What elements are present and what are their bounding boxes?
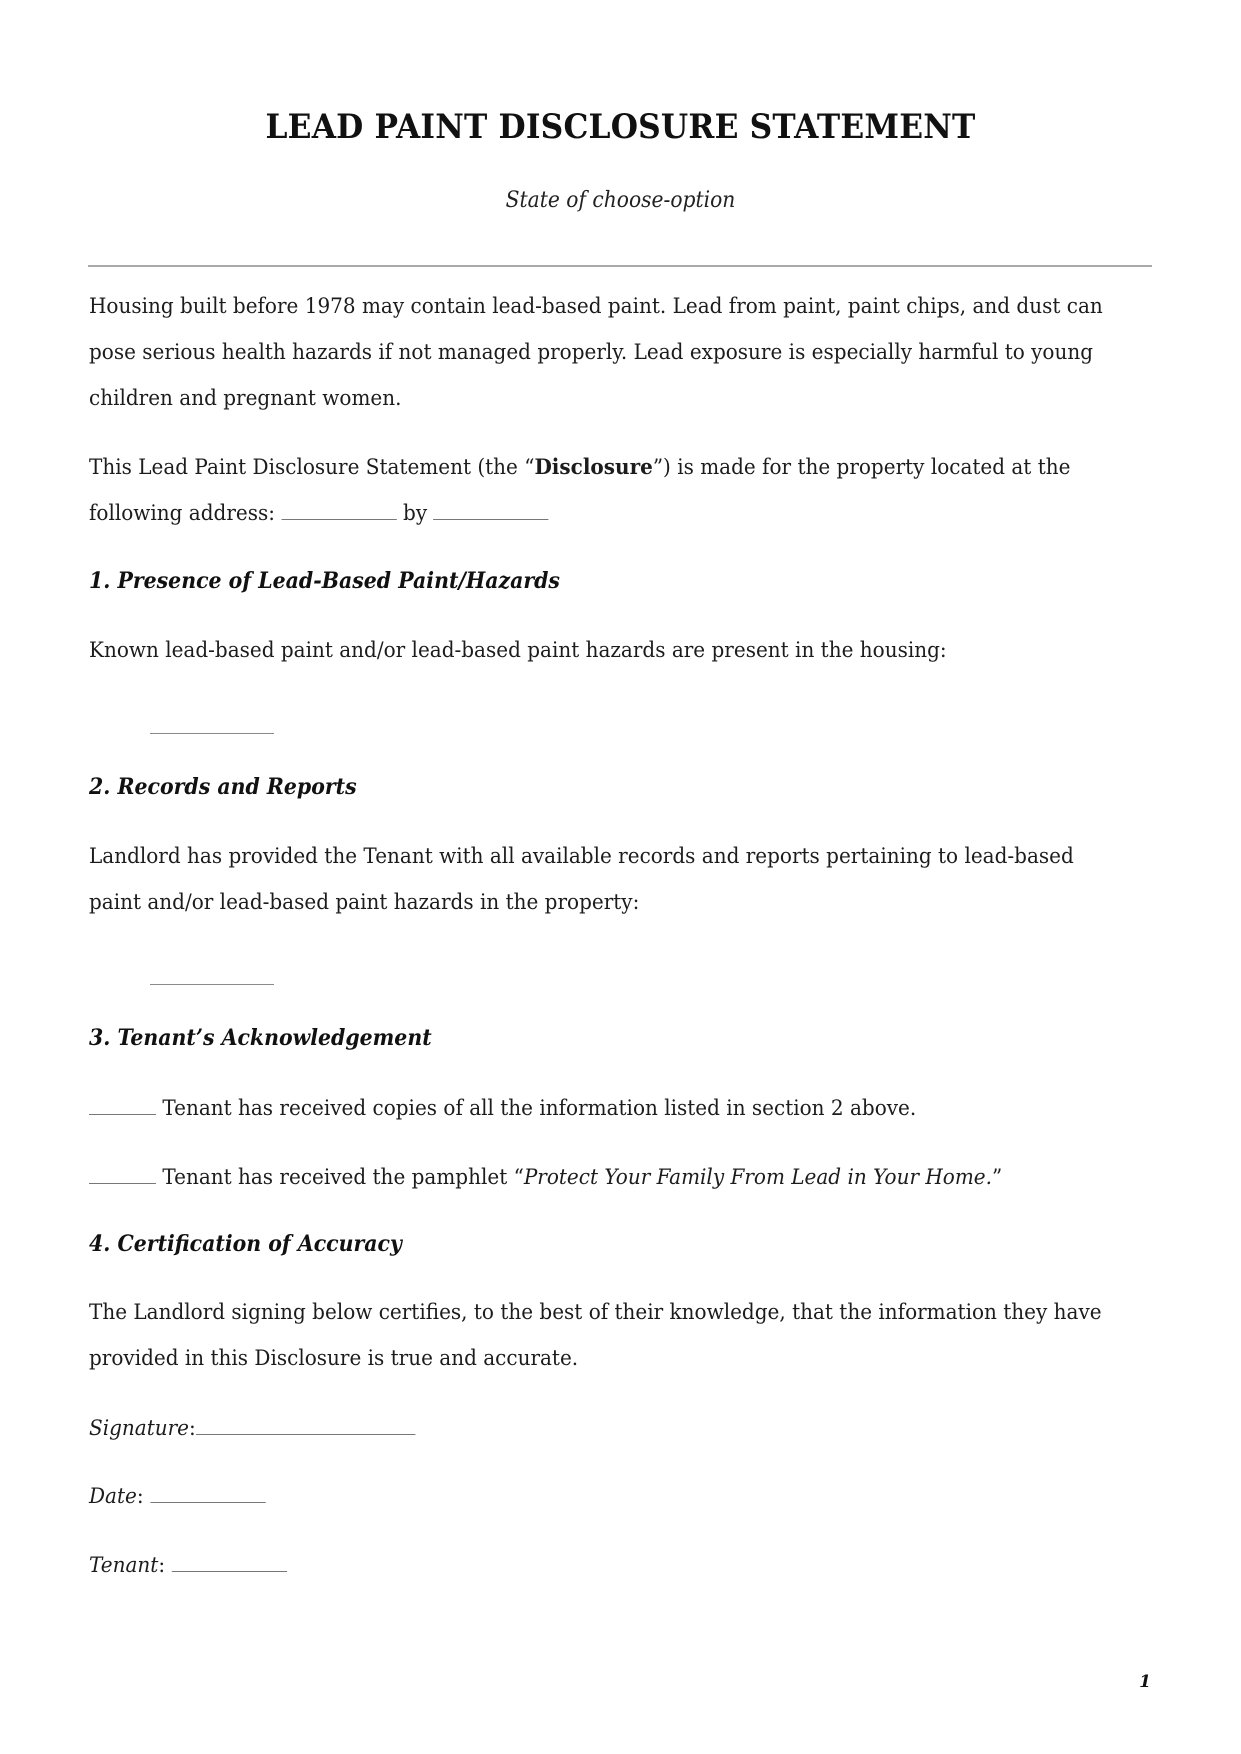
intro-line-2: pose serious health hazards if not managed properly. Lead exposure is especially harmful to young: [89, 340, 1094, 365]
acknowledgement-2-text-before: Tenant has received the pamphlet “: [162, 1165, 524, 1190]
signature-row: [89, 1406, 415, 1452]
section-2-blank-field[interactable]: [150, 984, 274, 985]
section-1-text: Known lead-based paint and/or lead-based paint hazards are present in the housing:: [89, 638, 947, 663]
document-title: LEAD PAINT DISCLOSURE STATEMENT: [265, 107, 976, 147]
section-1-heading: 1. Presence of Lead-Based Paint/Hazards: [89, 568, 560, 594]
signature-label: Signature: [89, 1416, 190, 1441]
title-divider: [88, 265, 1152, 267]
acknowledgement-2-initials-field[interactable]: [89, 1182, 156, 1184]
tenant-label: Tenant: [89, 1553, 159, 1578]
disclosure-term: Disclosure: [534, 455, 653, 480]
pamphlet-title: Protect Your Family From Lead in Your Home.: [523, 1165, 993, 1190]
section-2-line-2: paint and/or lead-based paint hazards in the property:: [89, 890, 640, 915]
signature-colon: :: [189, 1416, 196, 1441]
disclosure-text-before: This Lead Paint Disclosure Statement (the “: [89, 455, 535, 480]
acknowledgement-1-text: Tenant has received copies of all the information listed in section 2 above.: [162, 1096, 917, 1121]
section-2-heading: 2. Records and Reports: [89, 774, 357, 800]
acknowledgement-item-2: [89, 1155, 1002, 1201]
date-colon: :: [136, 1484, 144, 1509]
address-label: following address:: [89, 501, 275, 526]
section-4-line-1: The Landlord signing below certifies, to the best of their knowledge, that the information they have: [89, 1300, 1102, 1325]
disclosure-line-1: [89, 445, 1070, 491]
tenant-colon: :: [158, 1553, 166, 1578]
section-1-blank-field[interactable]: [150, 733, 274, 734]
section-4-heading: 4. Certification of Accuracy: [89, 1231, 402, 1257]
section-2-line-1: Landlord has provided the Tenant with all available records and reports pertaining to lead-based: [89, 844, 1074, 869]
section-4-line-2: provided in this Disclosure is true and accurate.: [89, 1346, 579, 1371]
date-field[interactable]: [150, 1501, 265, 1503]
disclosure-text-after: ”) is made for the property located at the: [652, 455, 1071, 480]
acknowledgement-2-text-after: ”: [992, 1165, 1003, 1190]
acknowledgement-1-initials-field[interactable]: [89, 1113, 156, 1115]
by-blank-field[interactable]: [434, 518, 549, 520]
date-label: Date: [89, 1484, 137, 1509]
by-label: by: [403, 501, 428, 526]
address-blank-field[interactable]: [281, 518, 396, 520]
acknowledgement-item-1: [89, 1086, 916, 1132]
intro-line-3: children and pregnant women.: [89, 386, 402, 411]
tenant-row: [89, 1543, 287, 1589]
date-row: [89, 1474, 265, 1520]
signature-field[interactable]: [196, 1433, 415, 1435]
state-subtitle: State of choose-option: [505, 188, 736, 213]
disclosure-line-2: [89, 491, 549, 537]
intro-line-1: Housing built before 1978 may contain lead-based paint. Lead from paint, paint chips, and dust can: [89, 294, 1103, 319]
section-3-heading: 3. Tenant’s Acknowledgement: [89, 1025, 432, 1051]
tenant-field[interactable]: [171, 1570, 286, 1572]
page-number: 1: [1139, 1672, 1151, 1692]
